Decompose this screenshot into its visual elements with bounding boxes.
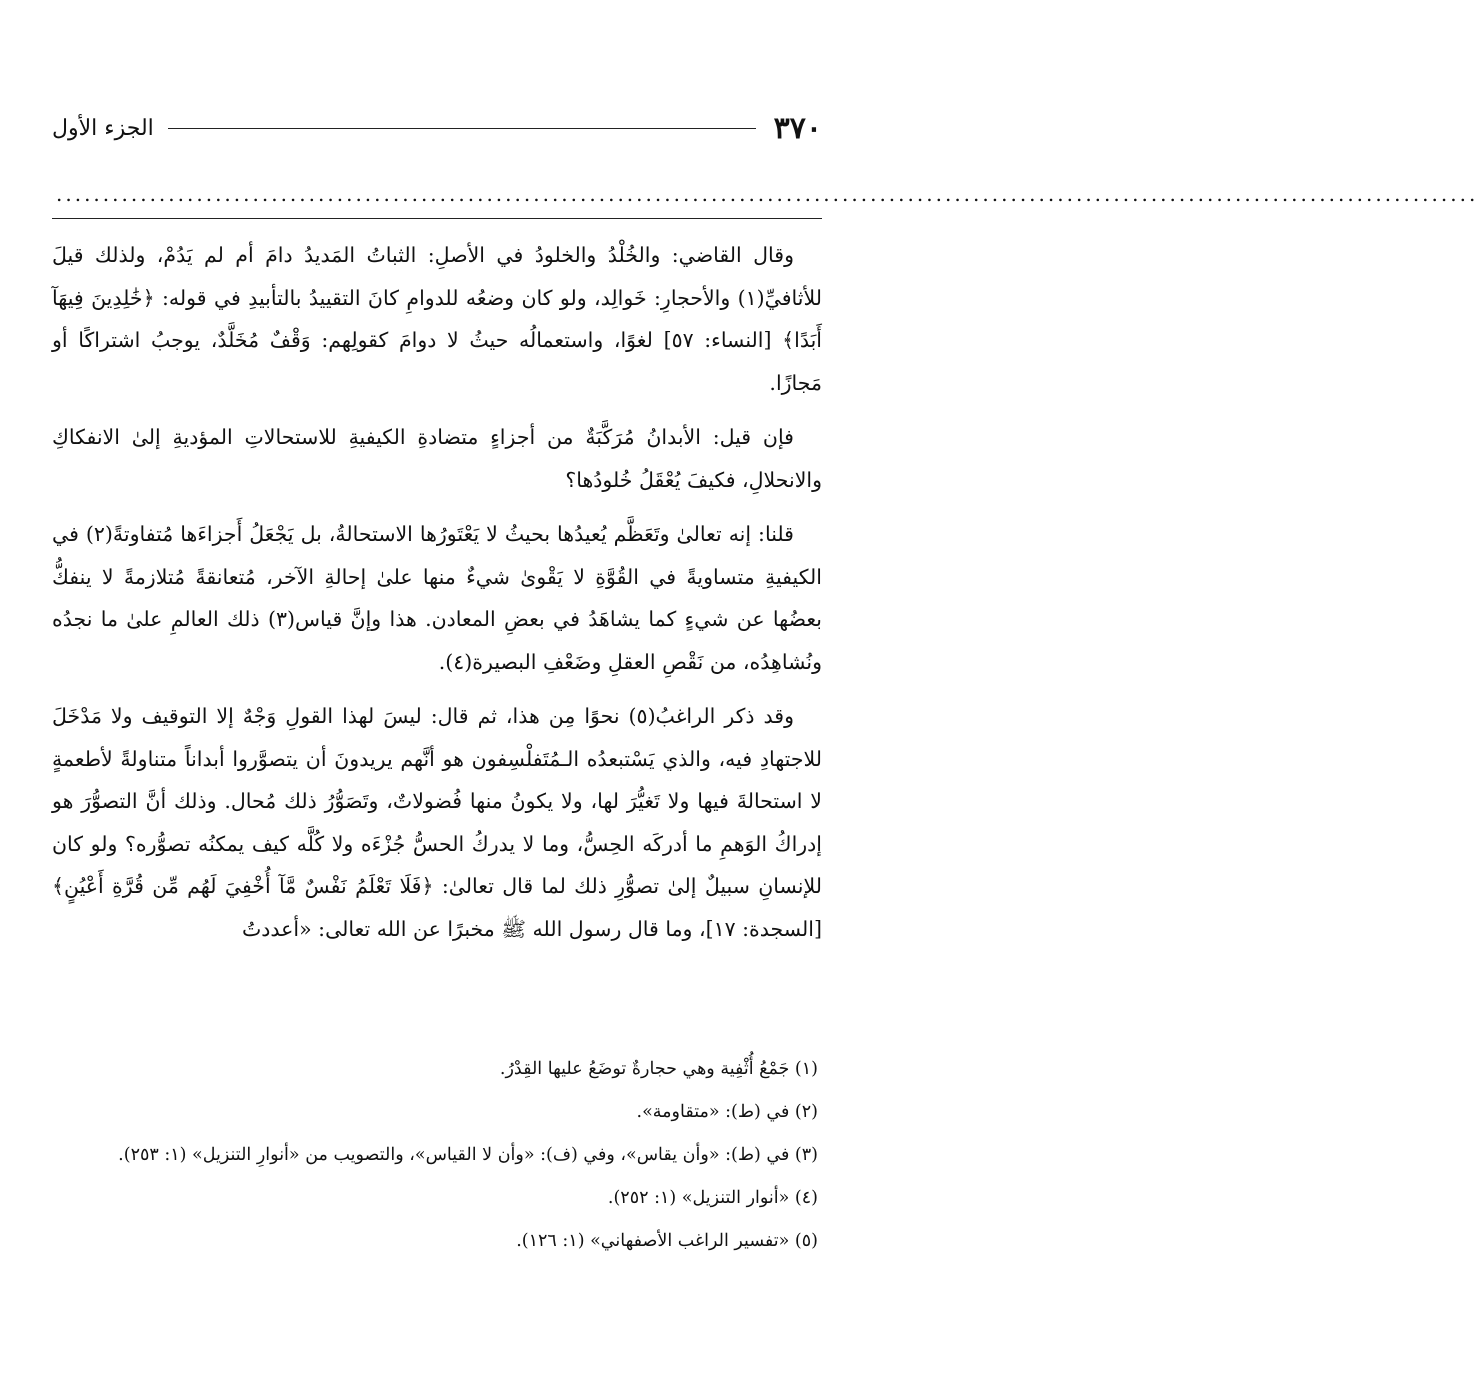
dotted-separator: ........................................................................................................................................................ [56, 182, 1478, 206]
footnote-5: (٥) «تفسير الراغب الأصفهاني» (١: ١٢٦). [516, 1231, 818, 1251]
part-title: الجزء الأول [52, 115, 154, 141]
paragraph-3: قلنا: إنه تعالىٰ وتَعَظَّم يُعيدُها بحيثُ لا يَعْتَورُها الاستحالةُ، بل يَجْعَلُ أَجزاءَها مُتفاوتةً(٢) في الكيفيةِ متساويةً في القُوَّةِ لا يَقْوىٰ شيءٌ منها علىٰ إحالةِ الآخر، مُتعانقةً مُتلازمةً لا ينفكُّ بعضُها عن شيءٍ كما يشاهَدُ في بعضِ المعادن. هذا وإنَّ قياس(٣) ذلك العالمِ علىٰ ما نجدُه ونُشاهِدُه، من نَقْصِ العقلِ وضَعْفِ البصيرة(٤). [52, 522, 822, 674]
footnotes [52, 1048, 822, 1278]
page-header [52, 108, 822, 148]
header-rule [168, 128, 756, 129]
footnote-3: (٣) في (ط): «وأن يقاس»، وفي (ف): «وأن لا القياس»، والتصويب من «أنوارِ التنزيل» (١: ٢٥٣). [118, 1145, 818, 1165]
footnote-2: (٢) في (ط): «متقاومة». [636, 1102, 818, 1122]
footnote-4: (٤) «أنوار التنزيل» (١: ٢٥٢). [607, 1188, 818, 1208]
paragraph-1: وقال القاضي: والخُلْدُ والخلودُ في الأصلِ: الثباتُ المَديدُ دامَ أم لم يَدُمْ، ولذلك قيلَ للأثافيِّ(١) والأحجارِ: خَوالِد، ولو كان وضعُه للدوامِ كانَ التقييدُ بالتأبيدِ في قوله: ﴿خَٰلِدِينَ فِيهَآ أَبَدًا﴾ [النساء: ٥٧] لغوًا، واستعمالُه حيثُ لا دوامَ كقولِهم: وَقْفٌ مُخَلَّدٌ، يوجبُ اشتراكًا أو مَجازًا. [52, 243, 822, 395]
paragraph-2: فإن قيل: الأبدانُ مُرَكَّبَةٌ من أجزاءٍ متضادةِ الكيفيةِ للاستحالاتِ المؤديةِ إلىٰ الانفكاكِ والانحلالِ، فكيفَ يُعْقَلُ خُلودُها؟ [52, 425, 822, 492]
paragraph-4: وقد ذكر الراغبُ(٥) نحوًا مِن هذا، ثم قال: ليسَ لهذا القولِ وَجْهٌ إلا التوقيف ولا مَدْخَلَ للاجتهادِ فيه، والذي يَسْتبعدُه الـمُتَفلْسِفون هو أنَّهم يريدونَ أن يتصوَّروا أبداناً متناولةً لأطعمةٍ لا استحالةَ فيها ولا تَغيُّرَ لها، ولا يكونُ منها فُضولاتٌ، وتَصَوُّرُ ذلك مُحال. وذلك أنَّ التصوُّرَ هو إدراكُ الوَهمِ ما أدركَه الحِسُّ، وما لا يدركُ الحسُّ جُزْءَه ولا كُلَّه كيف يمكنُه تصوُّره؟ ولو كان للإنسانِ سبيلٌ إلىٰ تصوُّرِ ذلك لما قال تعالىٰ: ﴿فَلَا تَعْلَمُ نَفْسٌ مَّآ أُخْفِيَ لَهُم مِّن قُرَّةِ أَعْيُنٍ﴾ [السجدة: ١٧]، وما قال رسول الله ﷺ مخبرًا عن الله تعالى: «أعددتُ [52, 704, 822, 941]
page-number: ٣٧٠ [773, 110, 822, 146]
main-text [52, 234, 822, 1014]
text-top-rule [52, 218, 822, 219]
footnote-1: (١) جَمْعُ أُثْفِية وهي حجارةٌ توضَعُ عليها القِدْرُ. [499, 1059, 818, 1079]
